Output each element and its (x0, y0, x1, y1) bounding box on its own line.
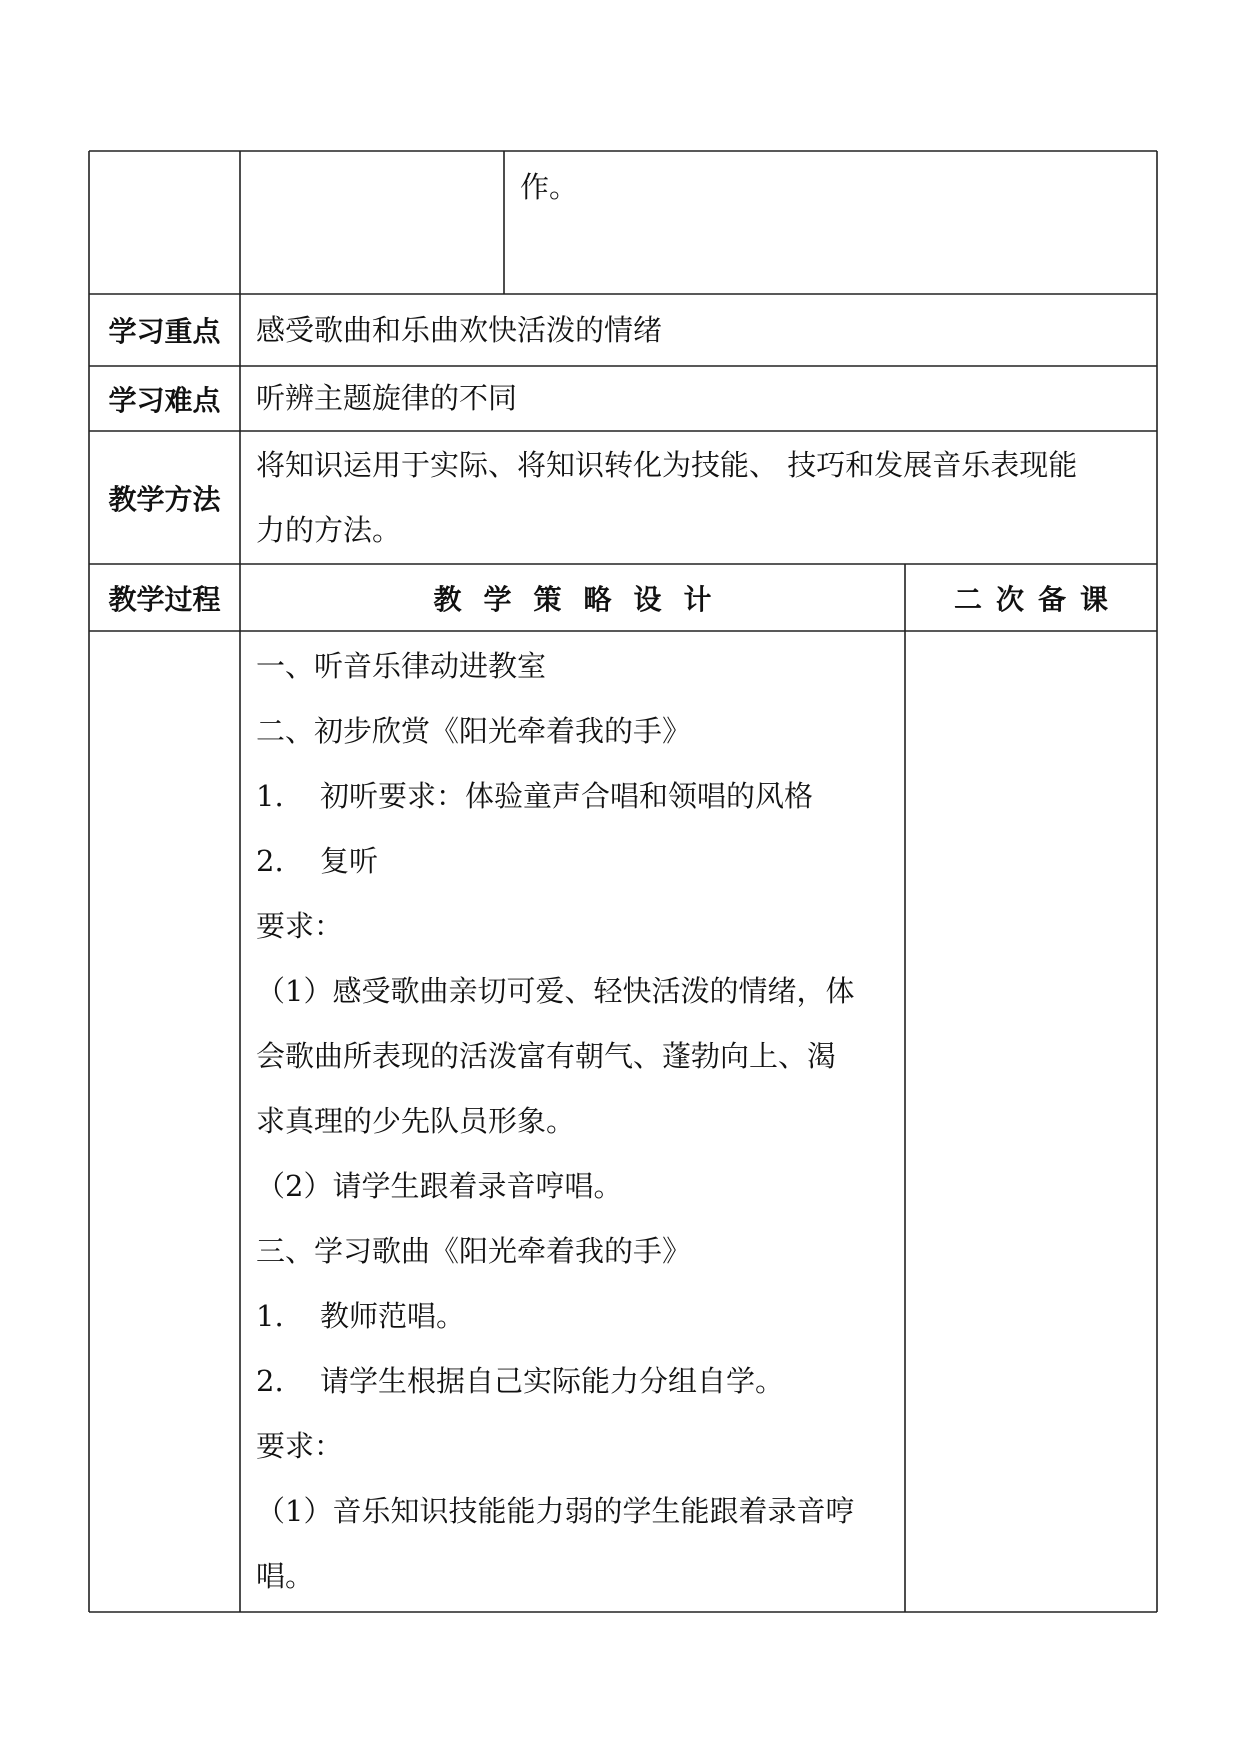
second-prep-header: 二次备课 (953, 582, 1122, 616)
strategy-header: 教学策略设计 (433, 582, 734, 616)
process-line: 求真理的少先队员形象。 (256, 1104, 576, 1138)
process-line: 要求： (256, 909, 344, 943)
line-number: 2. (256, 1364, 284, 1398)
line-number: 1. (256, 779, 284, 813)
method-label: 教学方法 (108, 482, 221, 516)
continuation-row-label-cell (89, 151, 240, 294)
line-number: 2. (256, 844, 284, 878)
process-body-label-cell (89, 631, 240, 1612)
process-line: （1）感受歌曲亲切可爱、轻快活泼的情绪，体 (256, 974, 855, 1008)
process-line: （2）请学生跟着录音哼唱。 (256, 1169, 623, 1203)
process-label: 教学过程 (108, 582, 221, 616)
process-line: 一、听音乐律动进教室 (256, 649, 547, 683)
key-point-value-cell (240, 294, 1157, 366)
second-prep-body-cell (905, 631, 1157, 1612)
method-line-1: 将知识运用于实际、将知识转化为技能、 技巧和发展音乐表现能 (256, 448, 1078, 482)
process-numbered-line (256, 1284, 895, 1349)
line-number: 1. (256, 1299, 284, 1333)
process-numbered-line (256, 829, 895, 894)
process-body-content (240, 631, 905, 1612)
process-line: 唱。 (256, 1559, 315, 1593)
process-line: 要求： (256, 1429, 344, 1463)
method-value-cell (240, 431, 1157, 564)
difficulty-value-cell (240, 366, 1157, 431)
process-line: 会歌曲所表现的活泼富有朝气、蓬勃向上、渴 (256, 1039, 837, 1073)
difficulty-label: 学习难点 (108, 383, 221, 417)
difficulty-value: 听辨主题旋律的不同 (256, 381, 518, 415)
line-text: 教师范唱。 (320, 1299, 466, 1333)
key-point-value: 感受歌曲和乐曲欢快活泼的情绪 (256, 312, 663, 347)
process-numbered-line (256, 764, 895, 829)
process-line: （1）音乐知识技能能力弱的学生能跟着录音哼 (256, 1494, 855, 1528)
continuation-row-middle-cell (240, 151, 504, 294)
process-numbered-line (256, 1349, 895, 1414)
line-text: 初听要求：体验童声合唱和领唱的风格 (320, 779, 814, 813)
key-point-label: 学习重点 (108, 315, 221, 348)
continuation-text-cell (504, 151, 1157, 294)
line-text: 请学生根据自己实际能力分组自学。 (320, 1364, 785, 1398)
process-line: 三、学习歌曲《阳光牵着我的手》 (256, 1234, 692, 1268)
method-line-2: 力的方法。 (256, 513, 402, 547)
line-text: 复听 (320, 844, 379, 878)
continuation-text: 作。 (520, 170, 579, 204)
process-line: 二、初步欣赏《阳光牵着我的手》 (256, 714, 692, 748)
